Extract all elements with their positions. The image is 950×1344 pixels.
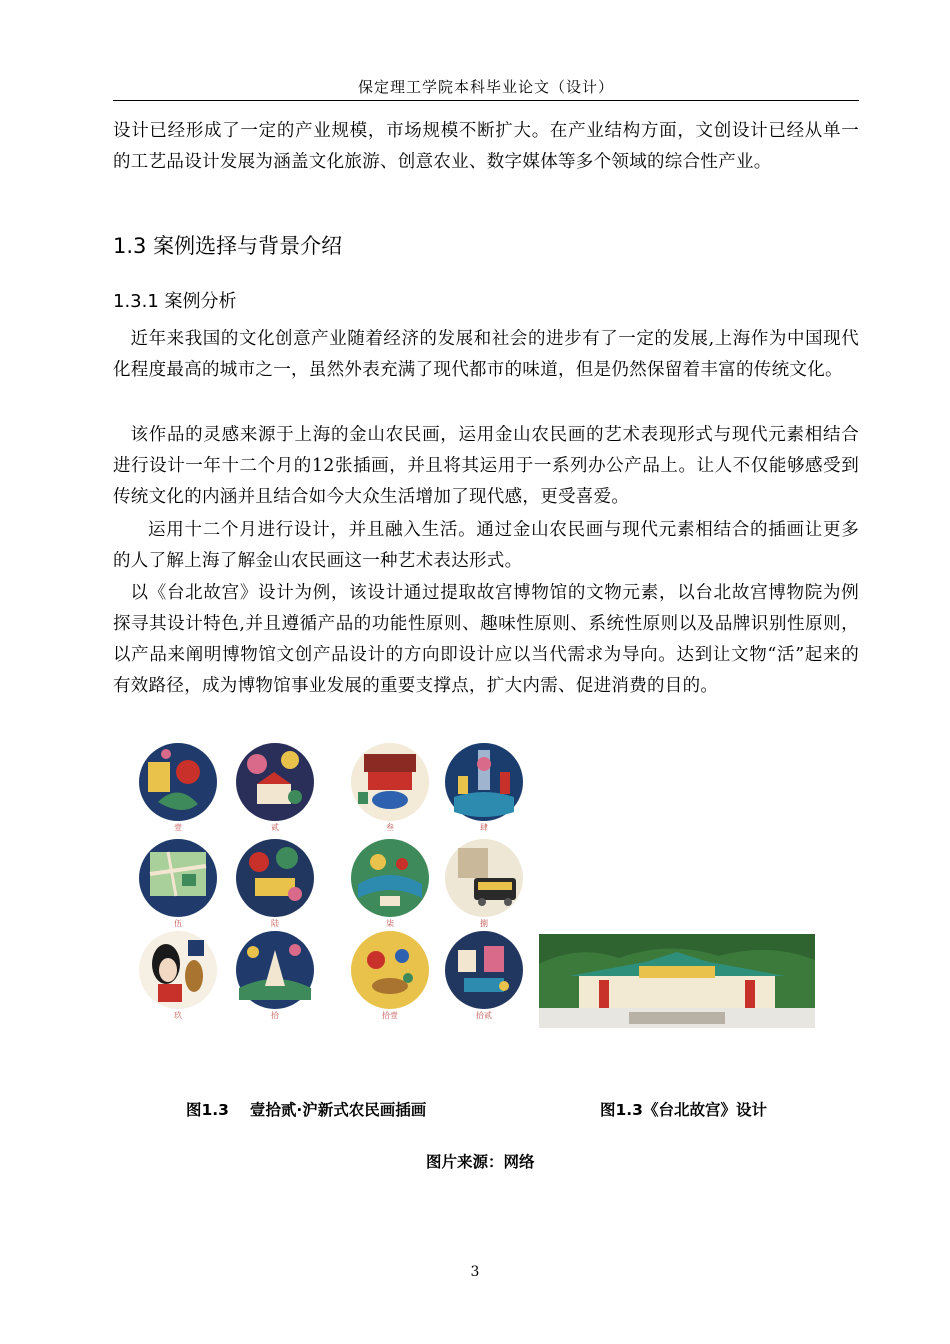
figure-source: 图片来源：网络 <box>426 1153 535 1171</box>
illustration-label-2: 贰 <box>271 823 279 832</box>
illustration-month-6 <box>235 838 315 928</box>
illustration-label-8: 捌 <box>480 919 488 928</box>
illustration-month-12 <box>444 930 524 1020</box>
taipei-palace-museum-photo <box>539 934 815 1028</box>
illustration-month-11 <box>350 930 430 1020</box>
illustration-month-3 <box>350 742 430 832</box>
illustration-label-3: 叁 <box>386 823 394 832</box>
section-heading: 1.3 案例选择与背景介绍 <box>113 234 343 258</box>
illustration-month-1 <box>138 742 218 832</box>
header-rule <box>113 100 859 101</box>
illustration-month-10 <box>235 930 315 1020</box>
illustration-month-9 <box>138 930 218 1020</box>
subsection-heading: 1.3.1 案例分析 <box>113 291 237 312</box>
paragraph-3: 运用十二个月进行设计，并且融入生活。通过金山农民画与现代元素相结合的插画让更多的人了解上海了解金山农民画这一种艺术表达形式。 <box>113 520 859 571</box>
paragraph-4: 以《台北故宫》设计为例，该设计通过提取故宫博物馆的文物元素，以台北故宫博物院为例探寻其设计特色,并且遵循产品的功能性原则、趣味性原则、系统性原则以及品牌识别性原则，以产品来阐明博物馆文创产品设计的方向即设计应以当代需求为导向。达到让文物“活”起来的有效路径，成为博物馆事业发展的重要支撑点，扩大内需、促进消费的目的。 <box>113 583 859 696</box>
illustration-label-6: 陆 <box>271 919 279 928</box>
figure-caption-left: 图1.3 壹拾贰·沪新式农民画插画 <box>186 1101 427 1119</box>
illustration-month-2 <box>235 742 315 832</box>
illustration-label-5: 伍 <box>174 919 182 928</box>
figure-caption-right: 图1.3《台北故宫》设计 <box>600 1101 767 1119</box>
paragraph-1: 近年来我国的文化创意产业随着经济的发展和社会的进步有了一定的发展,上海作为中国现代化程度最高的城市之一，虽然外表充满了现代都市的味道，但是仍然保留着丰富的传统文化。 <box>113 329 859 380</box>
running-header: 保定理工学院本科毕业论文（设计） <box>357 78 614 96</box>
illustration-label-1: 壹 <box>174 823 182 832</box>
illustration-month-5 <box>138 838 218 928</box>
illustration-label-4: 肆 <box>480 823 488 832</box>
paragraph-2: 该作品的灵感来源于上海的金山农民画，运用金山农民画的艺术表现形式与现代元素相结合进行设计一年十二个月的12张插画，并且将其运用于一系列办公产品上。让人不仅能够感受到传统文化的内涵并且结合如今大众生活增加了现代感，更受喜爱。 <box>113 425 859 507</box>
illustration-month-7 <box>350 838 430 928</box>
illustration-month-4 <box>444 742 524 832</box>
illustration-month-8 <box>444 838 524 928</box>
intro-paragraph: 设计已经形成了一定的产业规模，市场规模不断扩大。在产业结构方面，文创设计已经从单一的工艺品设计发展为涵盖文化旅游、创意农业、数字媒体等多个领域的综合性产业。 <box>113 121 859 172</box>
illustration-label-12: 拾贰 <box>476 1011 492 1020</box>
illustration-label-10: 拾 <box>271 1011 279 1020</box>
illustration-label-7: 柒 <box>386 919 394 928</box>
illustration-label-9: 玖 <box>174 1011 182 1020</box>
illustration-label-11: 拾壹 <box>382 1011 398 1020</box>
page-number: 3 <box>470 1264 480 1280</box>
